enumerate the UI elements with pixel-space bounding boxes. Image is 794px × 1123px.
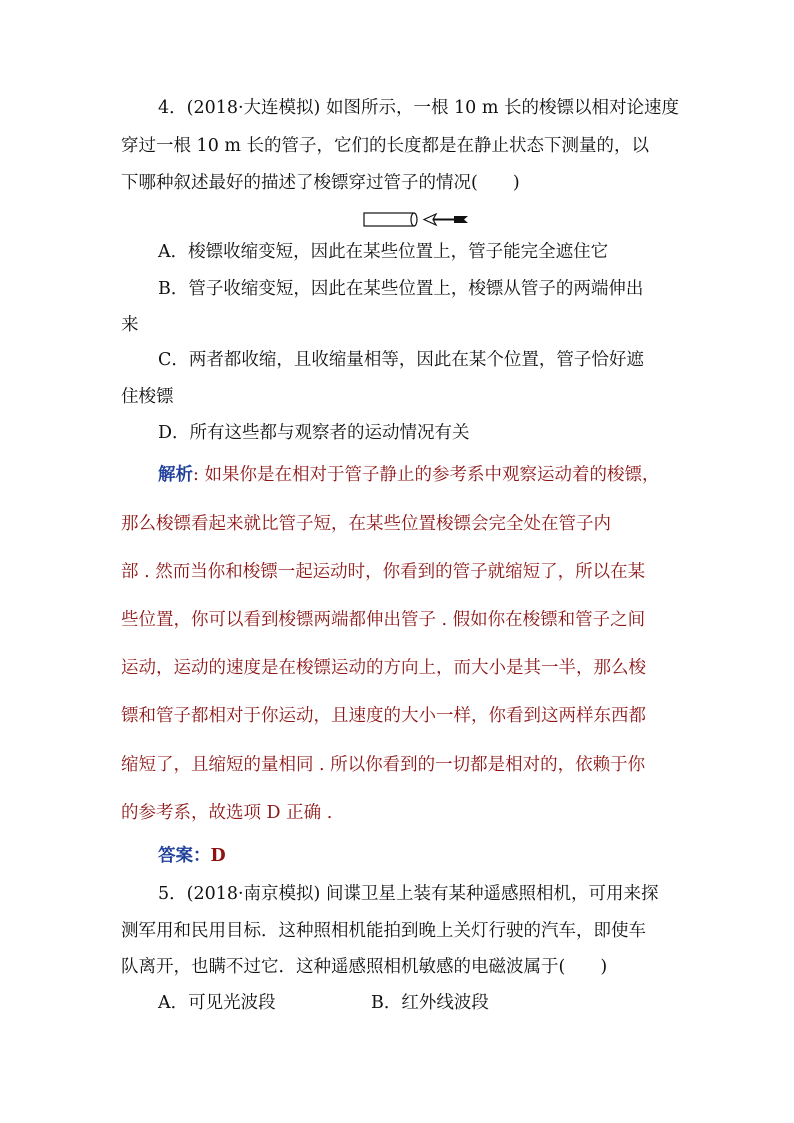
q4-option-a: A．梭镖收缩变短，因此在某些位置上，管子能完全遮住它 [158, 242, 609, 262]
q5-option-a: A．可见光波段 [158, 993, 276, 1013]
solution-text-1: : 如果你是在相对于管子静止的参考系中观察运动着的梭镖， [193, 465, 660, 485]
q4-option-d: D．所有这些都与观察者的运动情况有关 [158, 423, 470, 443]
solution-line-8: 的参考系，故选项 D 正确 . [121, 803, 333, 823]
q4-option-b-line-1: B．管子收缩变短，因此在某些位置上，梭镖从管子的两端伸出 [158, 279, 644, 299]
solution-line-1 [158, 467, 659, 485]
solution-line-3: 部 . 然而当你和梭镖一起运动时，你看到的管子就缩短了，所以在某 [121, 562, 646, 582]
answer-separator: ： [193, 846, 211, 866]
javelin-arrow-shape [424, 214, 468, 225]
q4-option-c-line-2: 住梭镖 [121, 387, 174, 407]
q4-stem-line-3: 下哪种叙述最好的描述了梭镖穿过管子的情况( ) [121, 173, 520, 193]
q4-stem-line-2: 穿过一根 10 m 长的管子，它们的长度都是在静止状态下测量的，以 [121, 136, 650, 156]
tube-and-javelin-figure [362, 210, 472, 230]
q5-stem-line-3: 队离开，也瞒不过它．这种遥感照相机敏感的电磁波属于( ) [121, 957, 608, 977]
answer-line [158, 848, 226, 866]
q5-stem-line-2: 测军用和民用目标．这种照相机能拍到晚上关灯行驶的汽车，即使车 [121, 921, 646, 941]
q5-stem-line-1: 5．(2018·南京模拟) 间谍卫星上装有某种遥感照相机，可用来探 [158, 884, 659, 904]
answer-label: 答案 [158, 846, 193, 866]
q5-option-b: B．红外线波段 [371, 993, 489, 1013]
solution-line-4: 些位置，你可以看到梭镖两端都伸出管子 . 假如你在梭镖和管子之间 [121, 610, 646, 630]
solution-line-6: 镖和管子都相对于你运动，且速度的大小一样，你看到这两样东西都 [121, 706, 646, 726]
answer-value: D [210, 846, 226, 866]
q4-option-c-line-1: C．两者都收缩，且收缩量相等，因此在某个位置，管子恰好遮 [158, 350, 644, 370]
solution-line-2: 那么梭镖看起来就比管子短，在某些位置梭镖会完全处在管子内 [121, 514, 611, 534]
q4-option-b-line-2: 来 [121, 315, 139, 335]
solution-line-7: 缩短了，且缩短的量相同 . 所以你看到的一切都是相对的，依赖于你 [121, 755, 646, 775]
q4-stem-line-1: 4．(2018·大连模拟) 如图所示，一根 10 m 长的梭镖以相对论速度 [158, 98, 679, 118]
solution-line-5: 运动，运动的速度是在梭镖运动的方向上，而大小是其一半，那么梭 [121, 658, 646, 678]
tube-shape [364, 213, 417, 226]
solution-label: 解析 [158, 465, 193, 485]
